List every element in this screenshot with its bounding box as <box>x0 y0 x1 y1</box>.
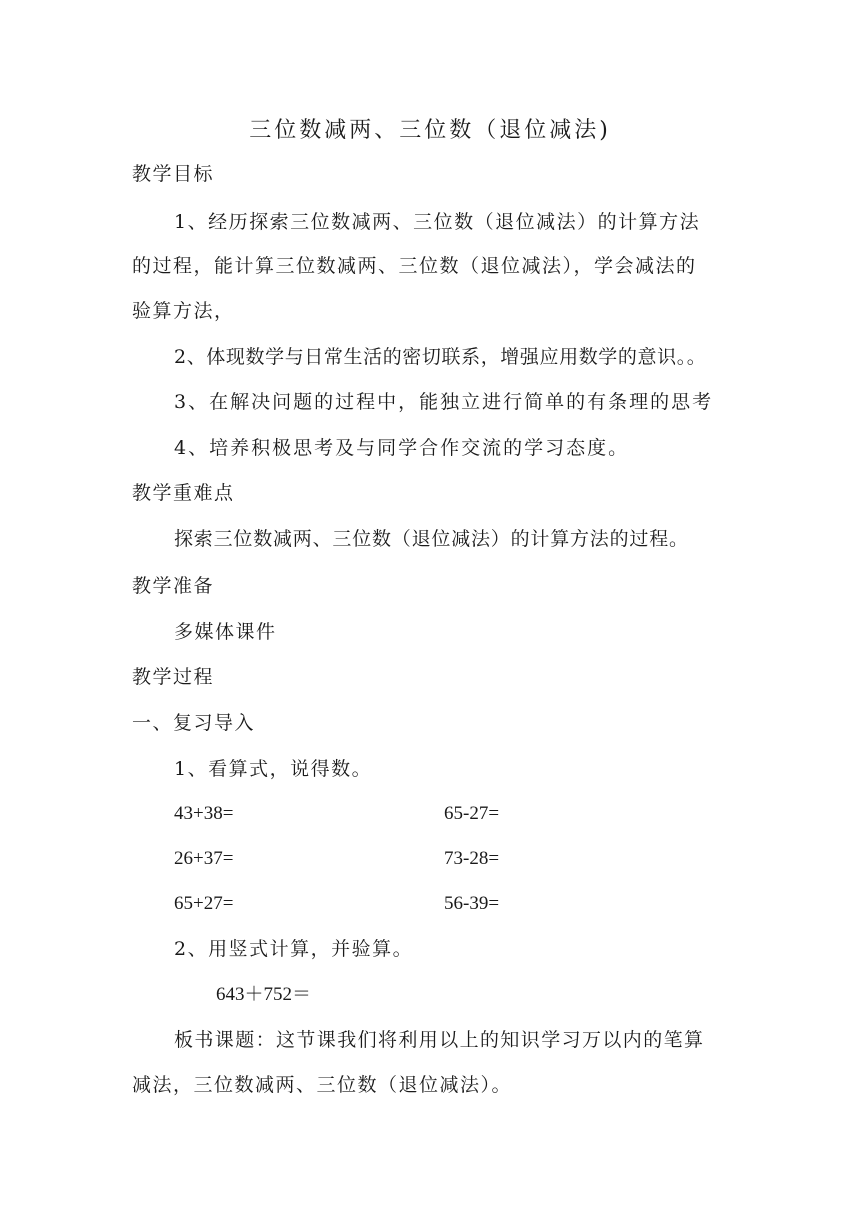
board-title-line-2: 减法，三位数减两、三位数（退位减法）。 <box>132 1074 513 1096</box>
equation-left-2: 26+37= <box>174 848 234 869</box>
objective-2: 2、体现数学与日常生活的密切联系，增强应用数学的意识。。 <box>174 346 707 368</box>
step-1: 1、看算式，说得数。 <box>174 758 373 780</box>
equation-left-1: 43+38= <box>174 803 234 824</box>
step-2: 2、用竖式计算，并验算。 <box>174 938 414 960</box>
equation-right-2: 73-28= <box>444 848 500 869</box>
key-points-text: 探索三位数减两、三位数（退位减法）的计算方法的过程。 <box>174 528 689 550</box>
vertical-calculation: 643＋752＝ <box>216 984 312 1005</box>
review-heading: 一、复习导入 <box>132 712 256 734</box>
equation-right-1: 65-27= <box>444 803 500 824</box>
document-title: 三位数减两、三位数（退位减法) <box>249 118 611 143</box>
equation-left-3: 65+27= <box>174 893 234 914</box>
process-heading: 教学过程 <box>132 666 215 688</box>
objective-3: 3、在解决问题的过程中，能独立进行简单的有条理的思考 <box>174 391 714 413</box>
objective-4: 4、培养积极思考及与同学合作交流的学习态度。 <box>174 437 630 459</box>
objective-1-line-3: 验算方法， <box>132 300 235 322</box>
key-points-heading: 教学重难点 <box>132 482 235 504</box>
board-title-line-1: 板书课题：这节课我们将利用以上的知识学习万以内的笔算 <box>174 1029 705 1051</box>
preparation-text: 多媒体课件 <box>174 621 277 643</box>
objectives-heading: 教学目标 <box>132 163 215 185</box>
objective-1-line-1: 1、经历探索三位数减两、三位数（退位减法）的计算方法 <box>174 211 701 233</box>
equation-right-3: 56-39= <box>444 893 500 914</box>
preparation-heading: 教学准备 <box>132 575 215 597</box>
objective-1-line-2: 的过程，能计算三位数减两、三位数（退位减法），学会减法的 <box>132 255 697 277</box>
